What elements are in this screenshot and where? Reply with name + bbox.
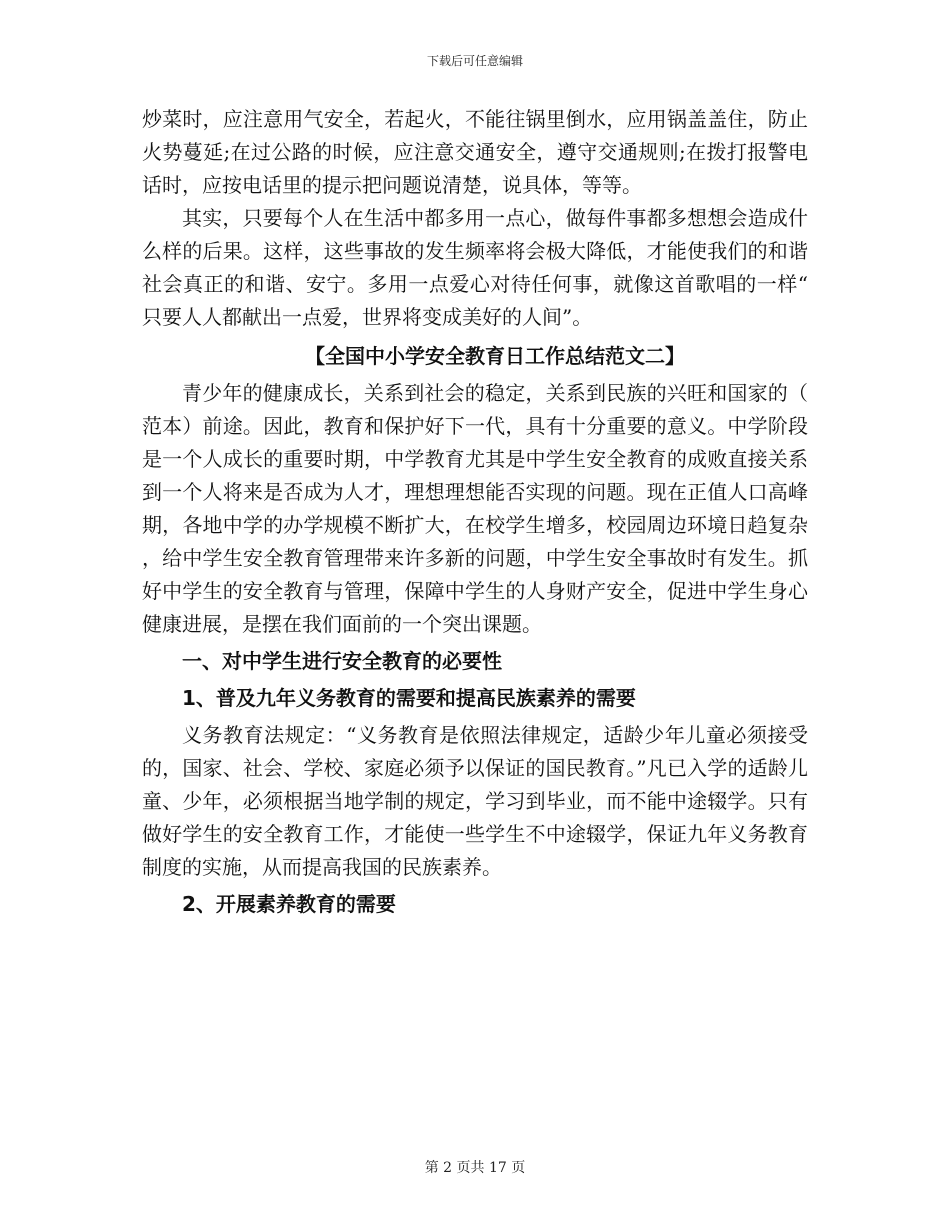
section-title: 【全国中小学安全教育日工作总结范文二】 [305, 344, 685, 368]
paragraph-compulsory-education: 义务教育法规定：“义务教育是依照法律规定，适龄少年儿童必须接受的，国家、社会、学校、家庭必须予以保证的国民教育。”凡已入学的适龄儿童、少年，必须根据当地学制的规定，学习到毕业，而不能中途辍学。只有做好学生的安全教育工作，才能使一些学生不中途辍学，保证九年义务教育制度的实施，从而提高我国的民族素养。 [142, 723, 808, 879]
heading-compulsory-education: 1、普及九年义务教育的需要和提高民族素养的需要 [182, 686, 636, 710]
heading-necessity: 一、对中学生进行安全教育的必要性 [182, 649, 502, 673]
page-footer: 第 2 页共 17 页 [424, 1160, 526, 1176]
page-header: 下载后可任意编辑 [426, 54, 523, 68]
paragraph-intro: 青少年的健康成长，关系到社会的稳定，关系到民族的兴旺和国家的（范本）前途。因此，教育和保护好下一代，具有十分重要的意义。中学阶段是一个人成长的重要时期，中学教育尤其是中学生安全教育的成败直接关系到一个人将来是否成为人才，理想理想能否实现的问题。现在正值人口高峰期，各地中学的办学规模不断扩大，在校学生增多，校园周边环境日趋复杂，给中学生安全教育管理带来许多新的问题，中学生安全事故时有发生。抓好中学生的安全教育与管理，保障中学生的人身财产安全，促进中学生身心健康进展，是摆在我们面前的一个突出课题。 [142, 381, 808, 636]
heading-quality-education: 2、开展素养教育的需要 [182, 892, 396, 916]
document-body [142, 103, 808, 925]
paragraph-conclusion: 其实，只要每个人在生活中都多用一点心，做每件事都多想想会造成什么样的后果。这样，这些事故的发生频率将会极大降低，才能使我们的和谐社会真正的和谐、安宁。多用一点爱心对待任何事，就像这首歌唱的一样“只要人人都献出一点爱，世界将变成美好的人间”。 [142, 206, 808, 329]
paragraph-continuation: 炒菜时，应注意用气安全，若起火，不能往锅里倒水，应用锅盖盖住，防止火势蔓延;在过公路的时候，应注意交通安全，遵守交通规则;在拨打报警电话时，应按电话里的提示把问题说清楚，说具体，等等。 [142, 107, 808, 197]
